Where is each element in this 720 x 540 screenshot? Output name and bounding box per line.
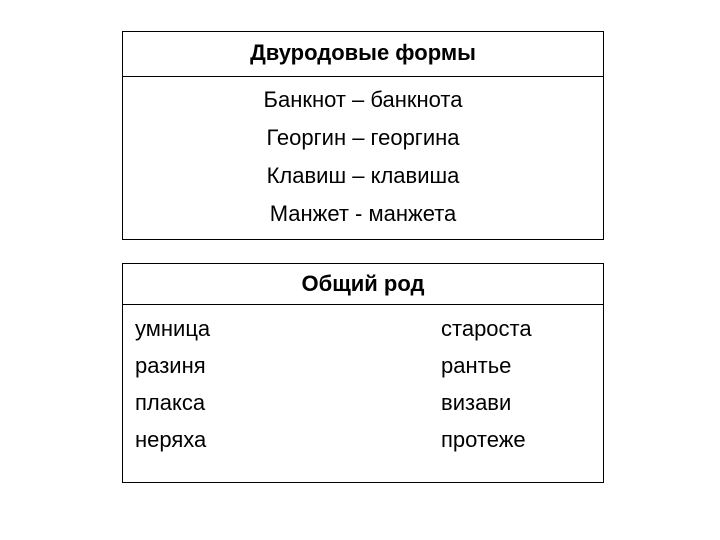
dual-gender-forms-header: Двуродовые формы: [123, 32, 603, 77]
common-gender-row: [123, 422, 603, 459]
dual-gender-form-row: Манжет - манжета: [269, 201, 457, 226]
common-gender-body: [123, 305, 603, 459]
common-gender-word-left: умница: [135, 316, 211, 341]
common-gender-word-right: староста: [441, 316, 532, 341]
common-gender-word-left: разиня: [135, 353, 206, 378]
common-gender-row: [123, 385, 603, 422]
common-gender-word-left: плакса: [135, 390, 206, 415]
dual-gender-forms-body: [123, 77, 603, 235]
common-gender-row: [123, 311, 603, 348]
common-gender-word-left: неряха: [135, 427, 207, 452]
common-gender-word-right: протеже: [441, 427, 526, 452]
common-gender-word-right: визави: [441, 390, 512, 415]
dual-gender-form-row: Георгин – георгина: [266, 125, 460, 150]
common-gender-row: [123, 348, 603, 385]
common-gender-header: Общий род: [123, 264, 603, 305]
dual-gender-form-row: Банкнот – банкнота: [263, 87, 463, 112]
dual-gender-forms-table: [122, 31, 604, 240]
common-gender-table: [122, 263, 604, 483]
dual-gender-form-row: Клавиш – клавиша: [266, 163, 460, 188]
common-gender-word-right: рантье: [441, 353, 512, 378]
